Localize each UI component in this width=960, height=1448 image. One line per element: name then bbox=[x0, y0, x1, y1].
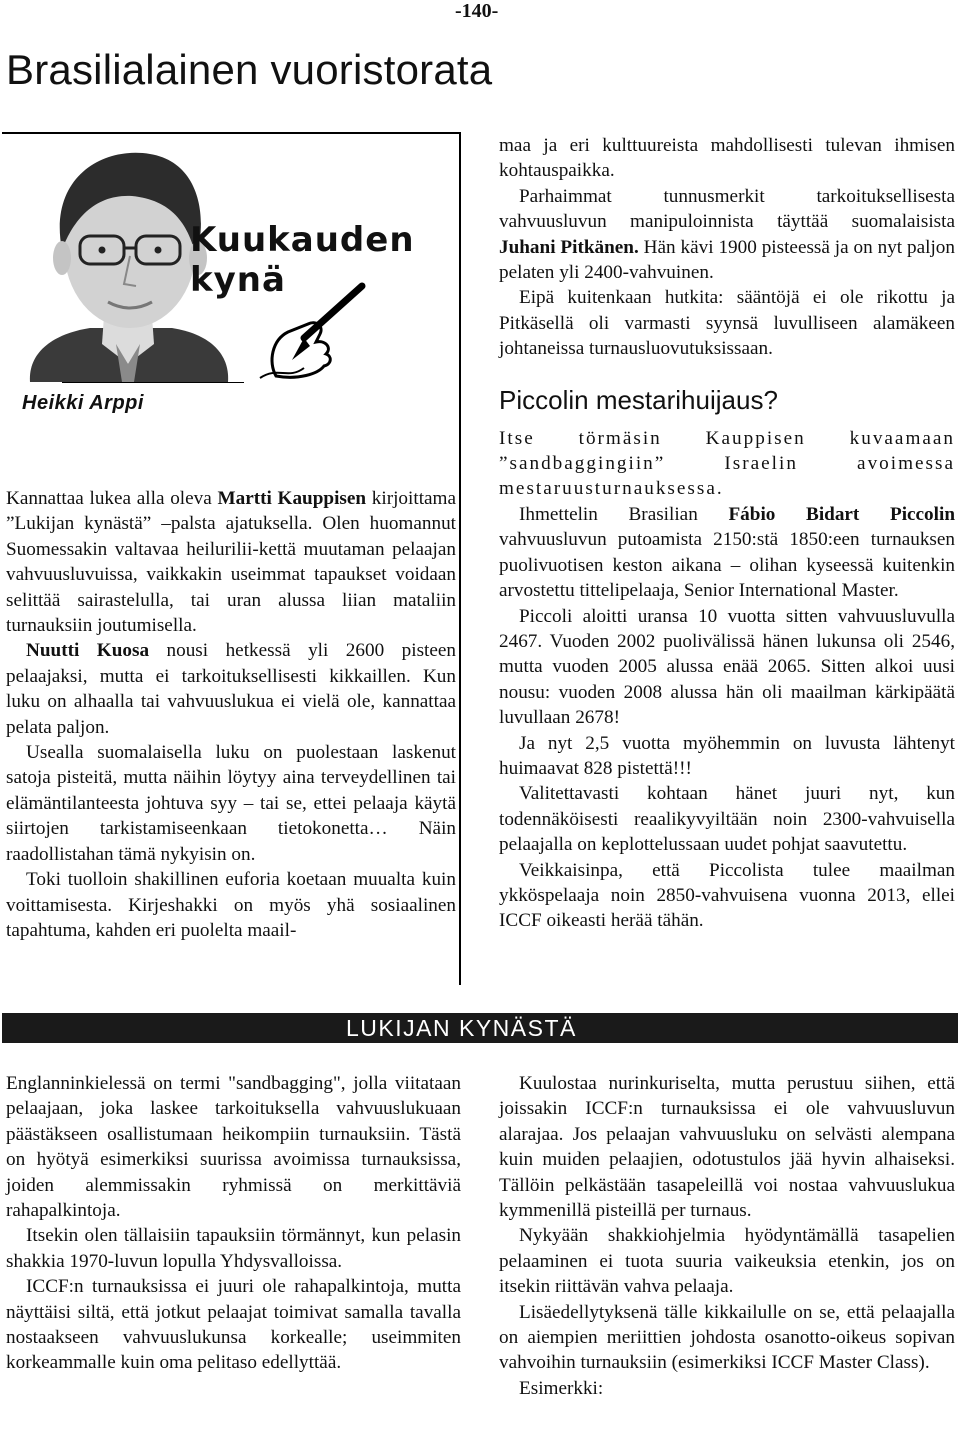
text-run: Hän kävi 1900 pisteessä ja on nyt paljon pelaten yli 2400-vahvuinen. bbox=[499, 236, 955, 284]
reader-section-banner bbox=[2, 1013, 958, 1043]
reader-column-right bbox=[499, 1071, 955, 1401]
paragraph: Esimerkki: bbox=[519, 1377, 604, 1399]
pen-hand-icon bbox=[258, 282, 370, 382]
column-frame-top bbox=[2, 132, 461, 134]
column-title-line1: Kuukauden bbox=[190, 220, 415, 260]
portrait-underline bbox=[62, 382, 244, 383]
paragraph: Veikkaisinpa, että Piccolista tulee maailman ykköspelaaja noin 2850-vahvuisena vuonna 2013, ellei ICCF oikeasti herää tähän. bbox=[499, 859, 955, 932]
text-run: Parhaimmat tunnusmerkit tarkoituksellisesta vahvuusluvun manipuloinnista täyttää suomalaisista bbox=[499, 185, 955, 233]
paragraph: Kuulostaa nurinkuriselta, mutta perustuu siihen, että joissakin ICCF:n turnauksissa ei ole vahvuusluvun alarajaa. Jos pelaajan vahvuusluku on selvästi alempana kuin muiden pelaajien, odotustulos jää hyvin alhaiseksi. Tällöin pelkästään tasapeleillä voi nostaa vahvuuslukua kymmenillä pisteillä per turnaus. bbox=[499, 1073, 955, 1222]
article-headline: Brasilialainen vuoristorata bbox=[6, 46, 493, 93]
person-name: Nuutti Kuosa bbox=[26, 640, 150, 662]
text-run: vahvuusluvun putoamista 2150:stä 1850:een turnauksen puolivuotisen keston aikana – olihan kyseessä kuitenkin arvostettu tittelipelaaja, Senior International Master. bbox=[499, 529, 955, 602]
column-title-line2: kynä bbox=[190, 260, 286, 300]
paragraph: ICCF:n turnauksissa ei juuri ole rahapalkintoja, mutta näyttäisi siltä, että jotkut pelaajat toimivat samalla tavalla nostaakseen vahvuuslukunsa korkealle; useimmiten korkeammalle kuin oma pelitaso edellyttää. bbox=[6, 1276, 461, 1374]
text-run: Ihmettelin Brasilian bbox=[519, 503, 729, 525]
author-name: Heikki Arppi bbox=[22, 392, 144, 414]
paragraph: maa ja eri kulttuureista mahdollisesti tulevan ihmisen kohtauspaikka. bbox=[499, 135, 955, 182]
section-subheading: Piccolin mestarihuijaus? bbox=[499, 384, 778, 415]
paragraph: Usealla suomalaisella luku on puolestaan laskenut satoja pisteitä, mutta näihin löytyy aina terveydellinen tai elämäntilanteesta johtuva syy – tai se, ettei pelaaja käytä siirtojen tarkistamiseenkaan tietokonetta… Näin raadollistahan tämä nykyisin on. bbox=[6, 742, 456, 865]
paragraph bbox=[499, 502, 955, 604]
paragraph bbox=[6, 638, 456, 740]
paragraph: Toki tuolloin shakillinen euforia koetaan muualta kuin voittamisesta. Kirjeshakki on myös yhä sosiaalinen tapahtuma, kahden eri puolelta maail- bbox=[6, 869, 456, 941]
column-frame-right bbox=[459, 132, 461, 985]
paragraph bbox=[499, 184, 955, 286]
text-run: Kannattaa lukea alla oleva bbox=[6, 488, 218, 509]
person-name: Martti Kauppisen bbox=[217, 488, 367, 509]
paragraph: Valitettavasti kohtaan hänet juuri nyt, kun todennäköisesti reaalikyvyiltään noin 2300-vahvuisella pelaajalla on keplottelussaan uudet pohjat saavutettu. bbox=[499, 783, 955, 856]
text-run: kirjoittama ”Lukijan kynästä” –palsta ajatuksella. Olen huomannut Suomessakin valtavaa heilurilii-kettä muutaman pelaajan vahvuusluvuissa, vaikkakin useimmat tapaukset voidaan selittää sairastelulla, tai uran alussa liian mataliin turnauksiin joutumisella. bbox=[6, 488, 456, 637]
paragraph: Nykyään shakkiohjelmia hyödyntämällä tasapelien pelaaminen ei tuota suuria vaikeuksia etenkin, jos on itsekin riittävän vahva pelaaja. bbox=[499, 1225, 955, 1298]
paragraph: Lisäedellytyksenä tälle kikkailulle on se, että pelaajalla on aiempien meriittien johdosta osanotto-oikeus sopivan vahvoihin turnauksiin (esimerkiksi ICCF Master Class). bbox=[499, 1301, 955, 1374]
paragraph: Eipä kuitenkaan hutkita: sääntöjä ei ole rikottu ja Pitkäsellä oli varmasti syynsä luvulliseen alamäkeen johtaneissa turnausluovutuksissaan. bbox=[499, 287, 955, 360]
paragraph bbox=[6, 486, 456, 638]
paragraph: Piccoli aloitti uransa 10 vuotta sitten vahvuusluvulla 2467. Vuoden 2002 puolivälissä hänen lukunsa oli 2546, mutta vuoden 2005 alussa enää 2065. Sitten alkoi uusi nousu: vuoden 2008 alussa hän oli maailman kärkipäätä luvullaan 2678! bbox=[499, 605, 955, 729]
paragraph: Itsekin olen tällaisiin tapauksiin törmännyt, kun pelasin shakkia 1970-luvun lopulla Yhdysvalloissa. bbox=[6, 1225, 461, 1272]
paragraph: Ja nyt 2,5 vuotta myöhemmin on luvusta lähtenyt huimaavat 828 pistettä!!! bbox=[499, 732, 955, 779]
text-run: nousi hetkessä yli 2600 pisteen pelaajaksi, mutta ei tarkoituksellisesti kikkaillen. Kun luku on alhaalla tai vahvuuslukua ei vielä ole, kannattaa pelata paljon. bbox=[6, 640, 457, 738]
person-name: Fábio Bidart Piccolin bbox=[728, 503, 955, 525]
paragraph: Itse törmäsin Kauppisen kuvaamaan ”sandbaggingiin” Israelin avoimessa mestaruusturnauksessa. bbox=[499, 427, 955, 500]
reader-column-left bbox=[6, 1071, 461, 1376]
banner-label: LUKIJAN KYNÄSTÄ bbox=[346, 1015, 577, 1041]
right-column bbox=[499, 133, 955, 934]
left-column bbox=[6, 486, 456, 943]
person-name: Juhani Pitkänen. bbox=[499, 236, 639, 258]
page-number: -140- bbox=[455, 0, 499, 22]
paragraph: Englanninkielessä on termi "sandbagging", jolla viitataan pelaajaan, joka laskee tarkoituksella vahvuuslukuaan päästäkseen osallistumaan heikompiin turnauksiin. Tästä on hyötyä esimerkiksi suurissa avoimissa turnauksissa, joiden alemmissakin ryhmissä on merkittäviä rahapalkintoja. bbox=[6, 1073, 461, 1222]
